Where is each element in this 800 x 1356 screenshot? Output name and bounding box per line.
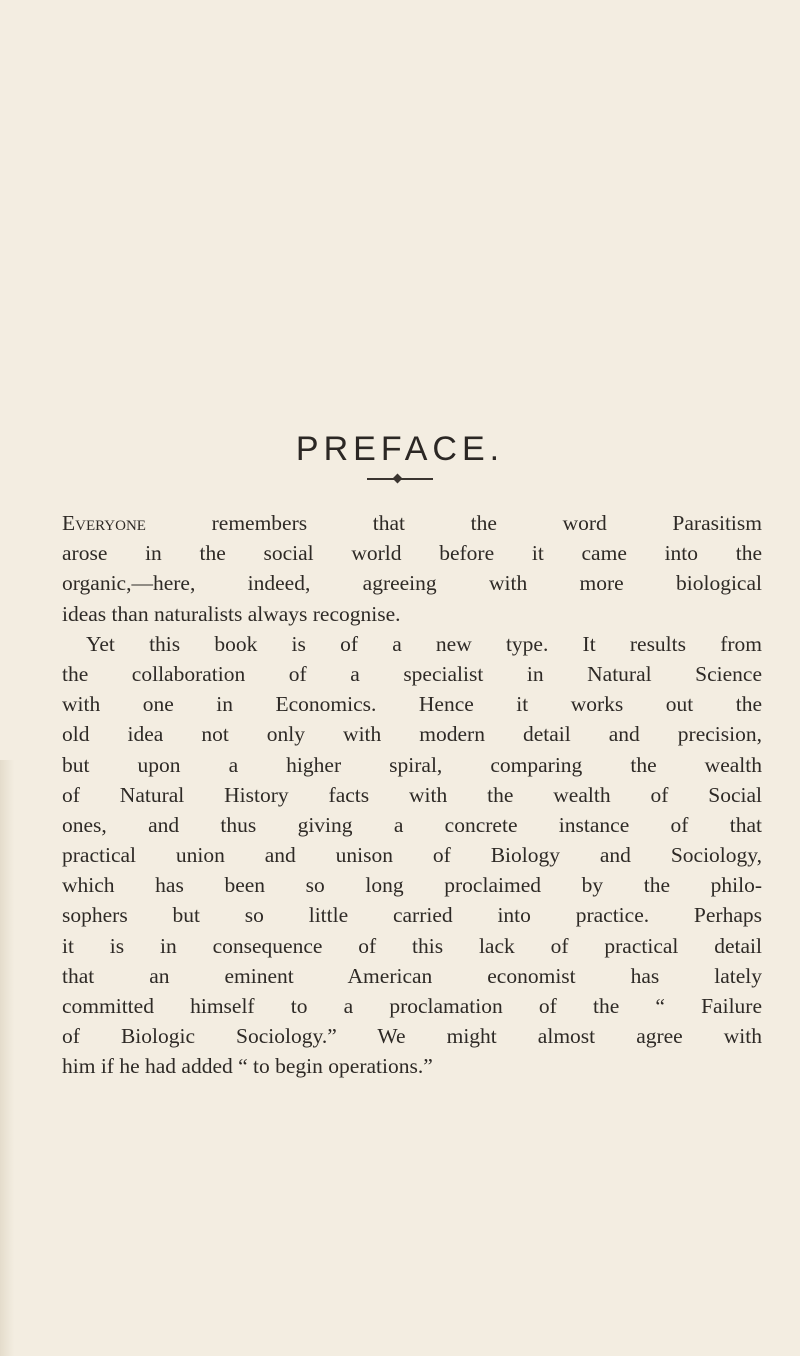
text-line: with one in Economics. Hence it works out the	[62, 692, 762, 717]
preface-body	[62, 508, 762, 1082]
text-line: but upon a higher spiral, comparing the wealth	[62, 752, 762, 777]
text-line: the collaboration of a specialist in Natural Science	[62, 661, 762, 686]
text-line: that an eminent American economist has lately	[62, 963, 762, 988]
diamond-ornament-icon	[393, 474, 403, 484]
text-line: sophers but so little carried into practice. Perhaps	[62, 903, 762, 928]
text-line: him if he had added “ to begin operations.”	[62, 1054, 433, 1079]
text-line: organic,—here, indeed, agreeing with more biological	[62, 571, 762, 596]
text-line-content: remembers that the word Parasitism	[145, 511, 762, 535]
text-line: arose in the social world before it came into the	[62, 541, 762, 566]
text-line: Yet this book is of a new type. It results from	[86, 631, 762, 656]
text-line: committed himself to a proclamation of the “ Failure	[62, 994, 762, 1018]
text-line	[62, 508, 762, 538]
page-title: PREFACE.	[295, 430, 505, 468]
text-line: of Natural History facts with the wealth of Social	[62, 782, 762, 807]
lead-word: Everyone	[62, 511, 146, 535]
text-line: ideas than naturalists always recognise.	[62, 601, 401, 626]
text-line: old idea not only with modern detail and precision,	[62, 722, 762, 747]
text-line: which has been so long proclaimed by the philo-	[62, 873, 762, 898]
text-line: it is in consequence of this lack of practical detail	[62, 933, 762, 958]
text-line: ones, and thus giving a concrete instance of that	[62, 812, 762, 837]
page-edge-shadow	[0, 760, 14, 1356]
title-rule-ornament	[367, 474, 433, 484]
text-line: of Biologic Sociology.” We might almost agree with	[62, 1024, 762, 1049]
text-line: practical union and unison of Biology and Sociology,	[62, 843, 762, 868]
